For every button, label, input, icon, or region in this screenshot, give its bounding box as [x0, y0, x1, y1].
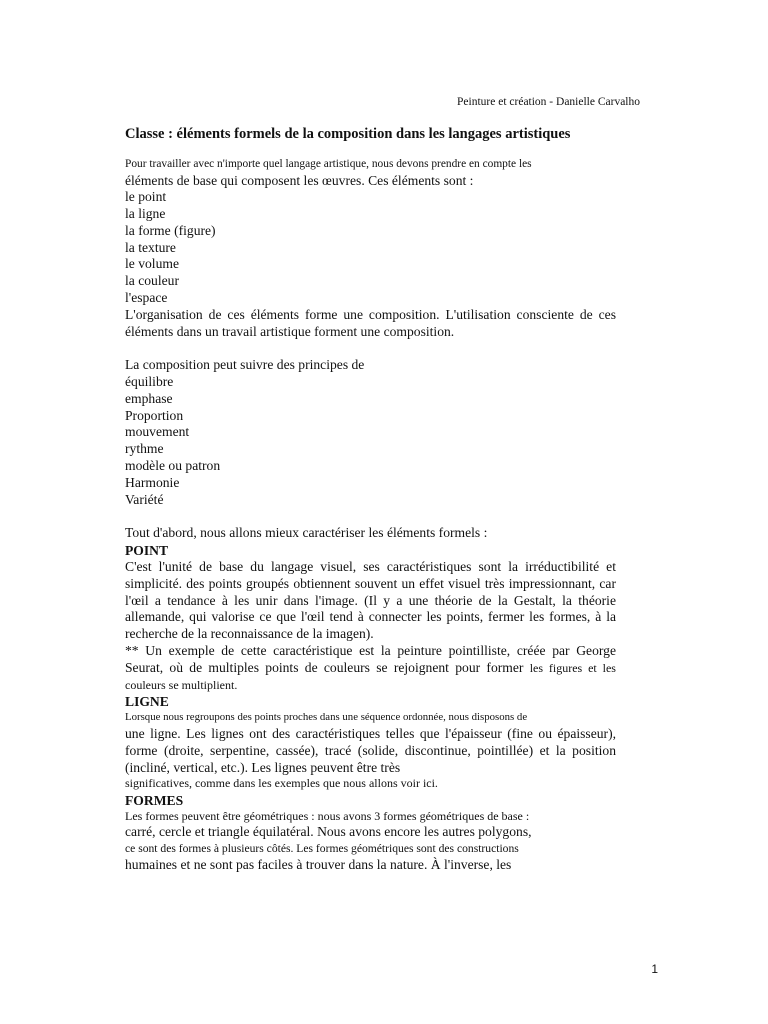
list-item: modèle ou patron [125, 458, 221, 474]
list-item: Proportion [125, 407, 184, 423]
principles-list [125, 374, 616, 508]
ligne-paragraph-end: significatives, comme dans les exemples que nous allons voir ici. [125, 776, 438, 791]
formes-line-3: ce sont des formes à plusieurs côtés. Les formes géométriques sont des constructions [125, 842, 519, 856]
list-item: la texture [125, 239, 176, 255]
formal-elements-intro: Tout d'abord, nous allons mieux caractériser les éléments formels : [125, 525, 488, 541]
elements-list [125, 189, 616, 307]
organisation-paragraph: L'organisation de ces éléments forme une composition. L'utilisation consciente de ces éléments dans un travail artistique forment une composition. [125, 306, 616, 339]
list-item: emphase [125, 390, 173, 406]
list-item: le volume [125, 256, 179, 272]
point-paragraph: C'est l'unité de base du langage visuel, ses caractéristiques sont la irréductibilité et simplicité. des points groupés obtiennent souvent un effet visuel très impressionnant, car l'œil a tendance à les unir dans l'image. (Il y a une théorie de la Gestalt, la théorie allemande, qui valorise ce que l'œil tend à connecter les points, fermer les formes, à la recherche de la reconnaissance de la imagen). [125, 559, 616, 642]
formes-heading: FORMES [125, 792, 184, 808]
document-body [125, 126, 616, 873]
list-item: mouvement [125, 424, 190, 440]
running-header: Peinture et création - Danielle Carvalho [457, 96, 640, 108]
list-item: le point [125, 189, 167, 205]
list-item: rythme [125, 441, 164, 457]
formes-line-1: Les formes peuvent être géométriques : nous avons 3 formes géométriques de base : [125, 808, 530, 823]
formes-line-4: humaines et ne sont pas faciles à trouver dans la nature. À l'inverse, les [125, 856, 512, 872]
page-number: 1 [651, 962, 658, 976]
principles-intro: La composition peut suivre des principes de [125, 357, 365, 373]
list-item: la forme (figure) [125, 222, 216, 238]
formes-line-2: carré, cercle et triangle équilatéral. Nous avons encore les autres polygons, [125, 824, 532, 840]
list-item: équilibre [125, 374, 174, 390]
point-example-tail-text: les figures et les couleurs se multiplient. [125, 660, 616, 692]
list-item: la ligne [125, 206, 166, 222]
list-item: l'espace [125, 290, 168, 306]
list-item: la couleur [125, 273, 179, 289]
document-title: Classe : éléments formels de la composition dans les langages artistiques [125, 126, 571, 142]
list-item: Variété [125, 491, 164, 507]
intro-line-1: Pour travailler avec n'importe quel langage artistique, nous devons prendre en compte les [125, 158, 532, 170]
point-heading: POINT [125, 543, 169, 559]
ligne-line-1: Lorsque nous regroupons des points proches dans une séquence ordonnée, nous disposons de [125, 711, 528, 724]
ligne-heading: LIGNE [125, 694, 169, 710]
ligne-paragraph: une ligne. Les lignes ont des caractéristiques telles que l'épaisseur (fine ou épaisseur), forme (droite, serpentine, cassée), tracé (solide, discontinue, pointillée) et la position (incliné, vertical, etc.). Les lignes peuvent être très [125, 725, 616, 775]
point-example: ** Un exemple de cette caractéristique est la peinture pointilliste, créée par George Seurat, où de multiples points de couleurs se rejoignent pour former les figures et les couleurs se multiplient. [125, 643, 616, 692]
list-item: Harmonie [125, 474, 180, 490]
intro-line-2: éléments de base qui composent les œuvres. Ces éléments sont : [125, 172, 474, 188]
